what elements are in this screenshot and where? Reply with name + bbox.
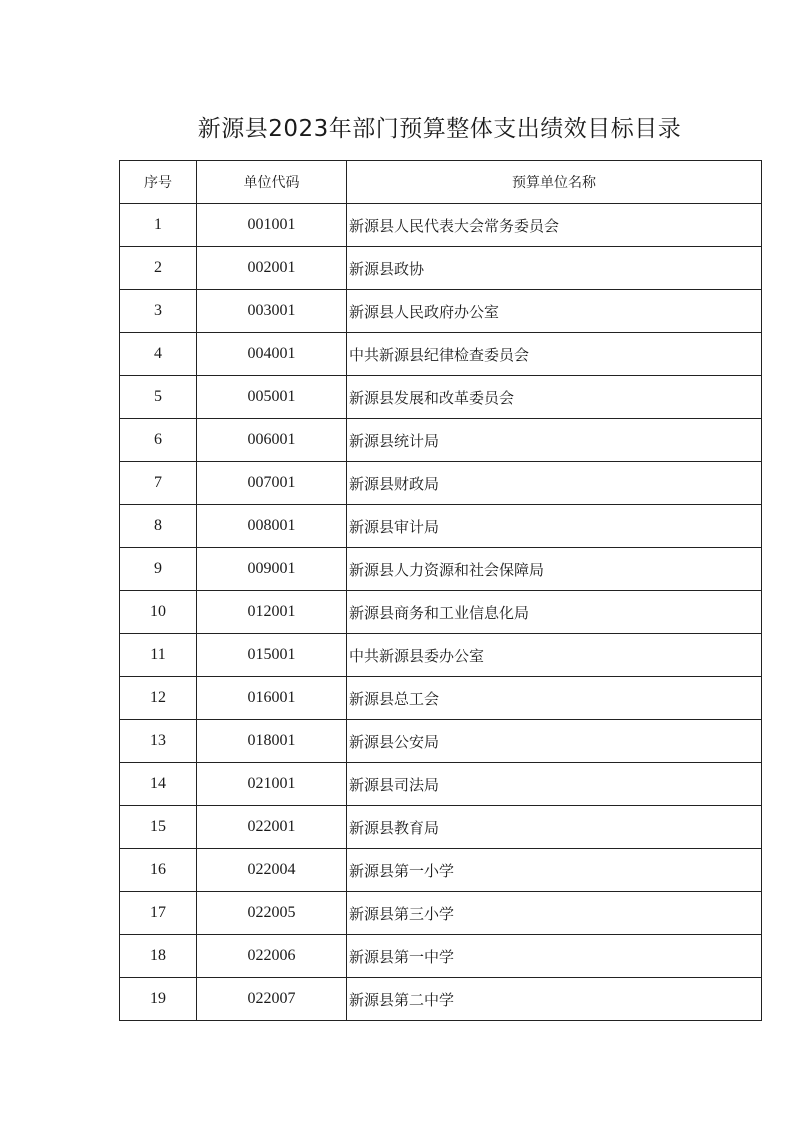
row-unit-name: 新源县总工会 [347,677,762,720]
table-row [120,505,762,548]
page-title: 新源县2023年部门预算整体支出绩效目标目录 [197,116,682,142]
row-unit-name: 新源县第一小学 [347,849,762,892]
table-row [120,892,762,935]
row-seq: 15 [120,806,197,849]
table-row [120,376,762,419]
row-unit-code: 004001 [197,333,347,376]
row-unit-code: 009001 [197,548,347,591]
row-seq: 4 [120,333,197,376]
table-row [120,978,762,1021]
row-unit-name: 新源县统计局 [347,419,762,462]
table-row [120,720,762,763]
row-unit-code: 001001 [197,204,347,247]
header-seq: 序号 [120,161,197,204]
row-unit-code: 012001 [197,591,347,634]
row-seq: 11 [120,634,197,677]
table-row [120,806,762,849]
row-unit-name: 新源县第二中学 [347,978,762,1021]
row-seq: 3 [120,290,197,333]
budget-unit-table [119,160,762,1021]
row-unit-name: 新源县教育局 [347,806,762,849]
table-row [120,548,762,591]
row-unit-code: 018001 [197,720,347,763]
row-seq: 8 [120,505,197,548]
row-unit-code: 005001 [197,376,347,419]
table-row [120,849,762,892]
row-unit-code: 015001 [197,634,347,677]
row-unit-name: 新源县财政局 [347,462,762,505]
row-unit-code: 021001 [197,763,347,806]
row-unit-name: 新源县人力资源和社会保障局 [347,548,762,591]
row-unit-code: 016001 [197,677,347,720]
table-row [120,247,762,290]
row-seq: 13 [120,720,197,763]
row-unit-name: 新源县第三小学 [347,892,762,935]
row-unit-name: 新源县审计局 [347,505,762,548]
row-unit-code: 022006 [197,935,347,978]
row-unit-code: 008001 [197,505,347,548]
row-unit-code: 002001 [197,247,347,290]
row-unit-code: 003001 [197,290,347,333]
row-seq: 2 [120,247,197,290]
row-unit-name: 新源县司法局 [347,763,762,806]
row-seq: 12 [120,677,197,720]
row-seq: 9 [120,548,197,591]
table-row [120,290,762,333]
header-unit-name: 预算单位名称 [347,161,762,204]
row-unit-name: 新源县人民政府办公室 [347,290,762,333]
row-unit-name: 新源县公安局 [347,720,762,763]
table-row [120,763,762,806]
row-unit-code: 022004 [197,849,347,892]
row-unit-name: 中共新源县纪律检查委员会 [347,333,762,376]
row-unit-code: 006001 [197,419,347,462]
table-row [120,333,762,376]
row-seq: 6 [120,419,197,462]
table-row [120,591,762,634]
table-row [120,462,762,505]
row-seq: 7 [120,462,197,505]
row-seq: 5 [120,376,197,419]
row-seq: 19 [120,978,197,1021]
row-unit-code: 007001 [197,462,347,505]
row-unit-code: 022001 [197,806,347,849]
row-unit-name: 新源县人民代表大会常务委员会 [347,204,762,247]
row-seq: 16 [120,849,197,892]
row-seq: 17 [120,892,197,935]
row-unit-name: 新源县发展和改革委员会 [347,376,762,419]
row-seq: 10 [120,591,197,634]
row-unit-name: 中共新源县委办公室 [347,634,762,677]
table-row [120,935,762,978]
row-seq: 14 [120,763,197,806]
row-unit-code: 022007 [197,978,347,1021]
table-row [120,634,762,677]
row-seq: 18 [120,935,197,978]
table-row [120,677,762,720]
row-unit-name: 新源县政协 [347,247,762,290]
header-unit-code: 单位代码 [197,161,347,204]
table-row [120,204,762,247]
table-header-row [120,161,762,204]
table-row [120,419,762,462]
row-seq: 1 [120,204,197,247]
row-unit-code: 022005 [197,892,347,935]
row-unit-name: 新源县商务和工业信息化局 [347,591,762,634]
row-unit-name: 新源县第一中学 [347,935,762,978]
